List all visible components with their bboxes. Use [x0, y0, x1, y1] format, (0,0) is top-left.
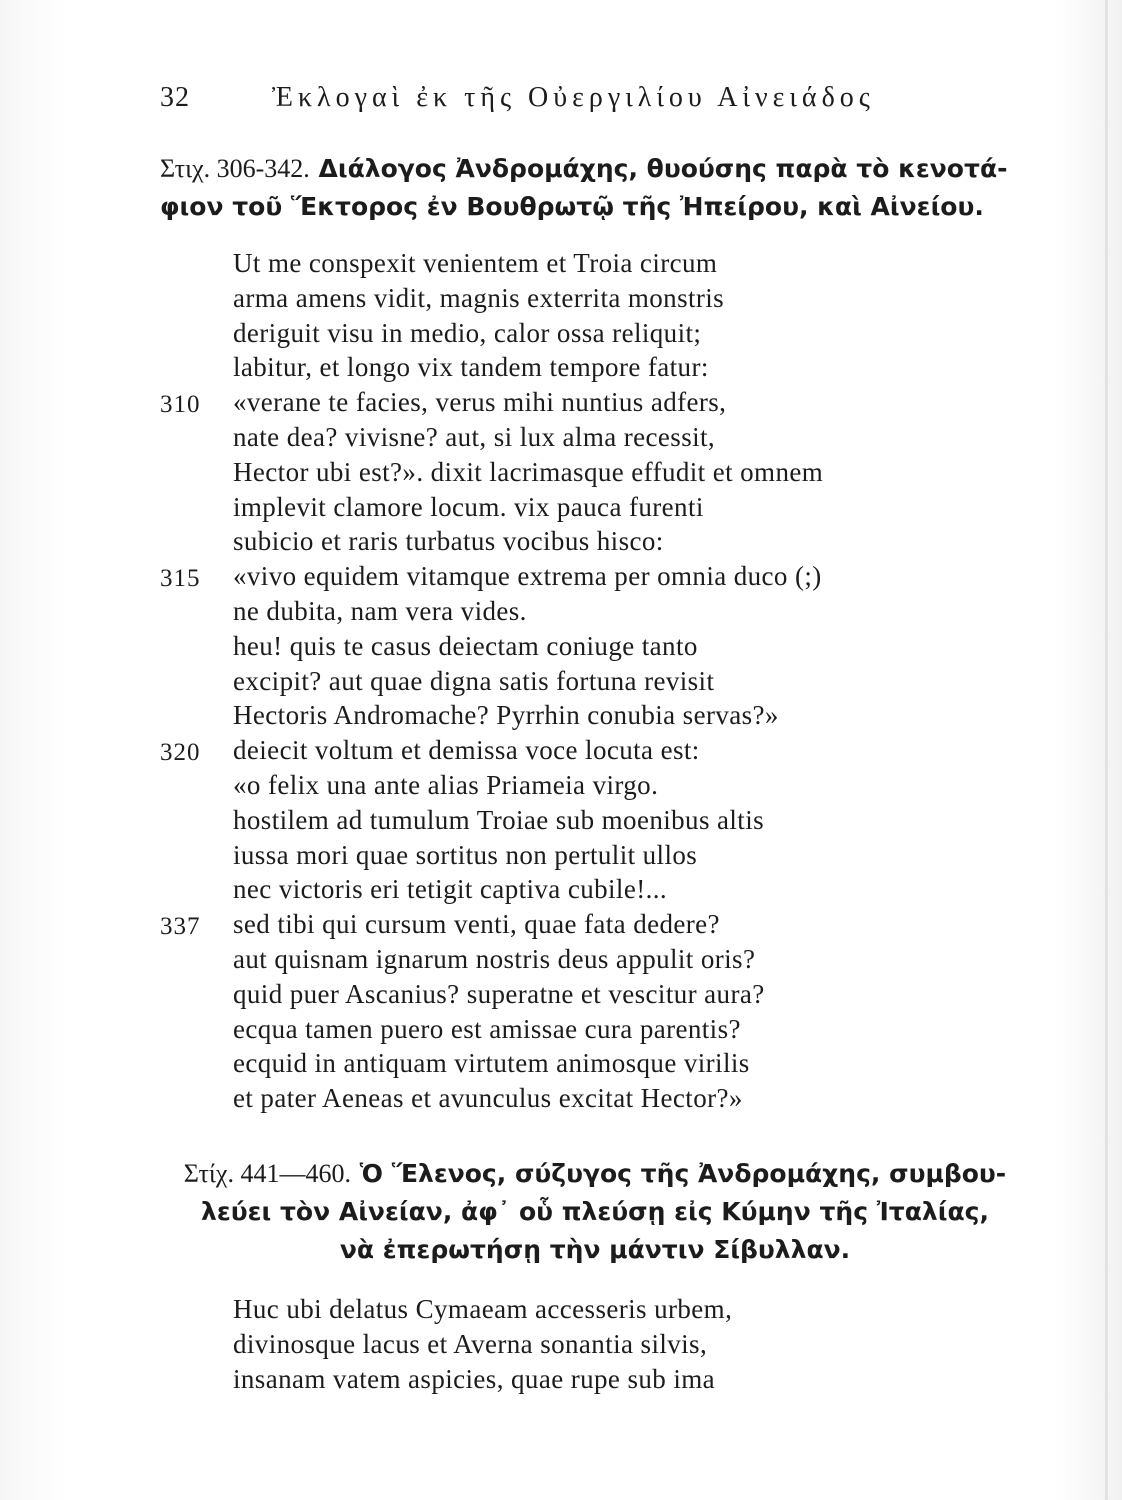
- running-title: Ἐκλογαὶ ἐκ τῆς Οὐεργιλίου Αἰνειάδος: [272, 82, 875, 113]
- verse-text: ecqua tamen puero est amissae cura parentis?: [233, 1013, 741, 1044]
- verse-text: hostilem ad tumulum Troiae sub moenibus altis: [233, 804, 764, 835]
- verse-line: [160, 664, 960, 699]
- verse-line: [160, 350, 960, 385]
- page-spine-shadow: [1105, 0, 1108, 1500]
- verse-text: insanam vatem aspicies, quae rupe sub ima: [233, 1363, 716, 1394]
- verse-text: nec victoris eri tetigit captiva cubile!...: [233, 874, 668, 905]
- verse-text: Hector ubi est?». dixit lacrimasque effudit et omnem: [233, 456, 824, 487]
- heading-line: Ὁ Ἕλενος, σύζυγος τῆς Ἀνδρομάχης, συμβου-: [350, 1159, 1007, 1188]
- verse-text: «verane te facies, verus mihi nuntius adfers,: [233, 387, 727, 418]
- section-heading-2: [150, 1155, 1040, 1269]
- page-number: 32: [160, 82, 190, 113]
- verse-text: Huc ubi delatus Cymaeam accesseris urbem,: [233, 1294, 733, 1324]
- verse-line: [160, 733, 960, 768]
- verse-line: [160, 455, 960, 490]
- verse-text: et pater Aeneas et avunculus excitat Hector?»: [233, 1083, 743, 1114]
- verse-range-ref: Στιχ. 306-342.: [160, 154, 310, 183]
- verse-text: implevit clamore locum. vix pauca furenti: [233, 491, 704, 522]
- verse-line: [160, 1362, 960, 1397]
- verse-line: [160, 420, 960, 455]
- verse-text: quid puer Ascanius? superatne et vescitur aura?: [233, 978, 765, 1009]
- verse-text: nate dea? vivisne? aut, si lux alma recessit,: [233, 421, 716, 452]
- verse-text: excipit? aut quae digna satis fortuna revisit: [233, 665, 715, 696]
- heading-line: νὰ ἐπερωτήσῃ τὴν μάντιν Σίβυλλαν.: [339, 1235, 851, 1264]
- verse-text: divinosque lacus et Averna sonantia silvis,: [233, 1328, 708, 1359]
- verse-text: Ut me conspexit venientem et Troia circum: [233, 248, 718, 278]
- line-number: 315: [160, 565, 201, 593]
- verse-text: aut quisnam ignarum nostris deus appulit oris?: [233, 943, 756, 974]
- verse-text: deiecit voltum et demissa voce locuta est:: [233, 735, 700, 766]
- verse-text: heu! quis te casus deiectam coniuge tanto: [233, 630, 698, 661]
- heading-line: λεύει τὸν Αἰνείαν, ἀφ᾽ οὗ πλεύσῃ εἰς Κύμην τῆς Ἰταλίας,: [201, 1197, 989, 1226]
- verse-text: ne dubita, nam vera vides.: [233, 595, 527, 626]
- verse-text: deriguit visu in medio, calor ossa reliquit;: [233, 317, 702, 348]
- verse-line: [160, 1012, 960, 1047]
- verse-text: Hectoris Andromache? Pyrrhin conubia servas?»: [233, 700, 779, 731]
- verse-line: [160, 385, 960, 420]
- verse-line: [160, 246, 960, 281]
- verse-line: [160, 1046, 960, 1081]
- verse-text: «o felix una ante alias Priameia virgo.: [233, 769, 659, 800]
- verse-line: [160, 977, 960, 1012]
- verse-line: [160, 872, 960, 907]
- verse-line: [160, 907, 960, 942]
- verse-line: [160, 524, 960, 559]
- verse-range-ref: Στίχ. 441—460.: [183, 1159, 351, 1188]
- heading-line: Διάλογος Ἀνδρομάχης, θυούσης παρὰ τὸ κενοτά-: [309, 154, 1008, 183]
- verse-line: [160, 629, 960, 664]
- line-number: 310: [160, 391, 201, 419]
- line-number: 320: [160, 739, 201, 767]
- verse-line: [160, 316, 960, 351]
- verse-text: subicio et raris turbatus vocibus hisco:: [233, 526, 664, 557]
- section-heading-1: [160, 150, 1040, 226]
- verse-text: ecquid in antiquam virtutem animosque virilis: [233, 1048, 750, 1079]
- verse-line: [160, 1327, 960, 1362]
- verse-line: [160, 698, 960, 733]
- running-head: [160, 82, 920, 122]
- verse-line: [160, 1081, 960, 1116]
- verse-line: [160, 942, 960, 977]
- line-number: 337: [160, 913, 201, 941]
- verse-text: «vivo equidem vitamque extrema per omnia duco (;): [233, 561, 822, 592]
- verse-line: [160, 559, 960, 594]
- verse-line: [160, 594, 960, 629]
- heading-line: φιον τοῦ Ἕκτορος ἐν Βουθρωτῷ τῆς Ἠπείρου, καὶ Αἰνείου.: [160, 192, 984, 221]
- verse-line: [160, 281, 960, 316]
- verse-text: sed tibi qui cursum venti, quae fata dedere?: [233, 909, 720, 940]
- verse-text: arma amens vidit, magnis exterrita monstris: [233, 282, 725, 313]
- verse-line: [160, 768, 960, 803]
- verse-line: [160, 1292, 960, 1327]
- verse-block-2: [160, 1292, 960, 1396]
- verse-text: labitur, et longo vix tandem tempore fatur:: [233, 352, 709, 383]
- verse-line: [160, 803, 960, 838]
- verse-block-1: [160, 246, 960, 1116]
- verse-line: [160, 838, 960, 873]
- verse-line: [160, 490, 960, 525]
- verse-text: iussa mori quae sortitus non pertulit ullos: [233, 839, 698, 870]
